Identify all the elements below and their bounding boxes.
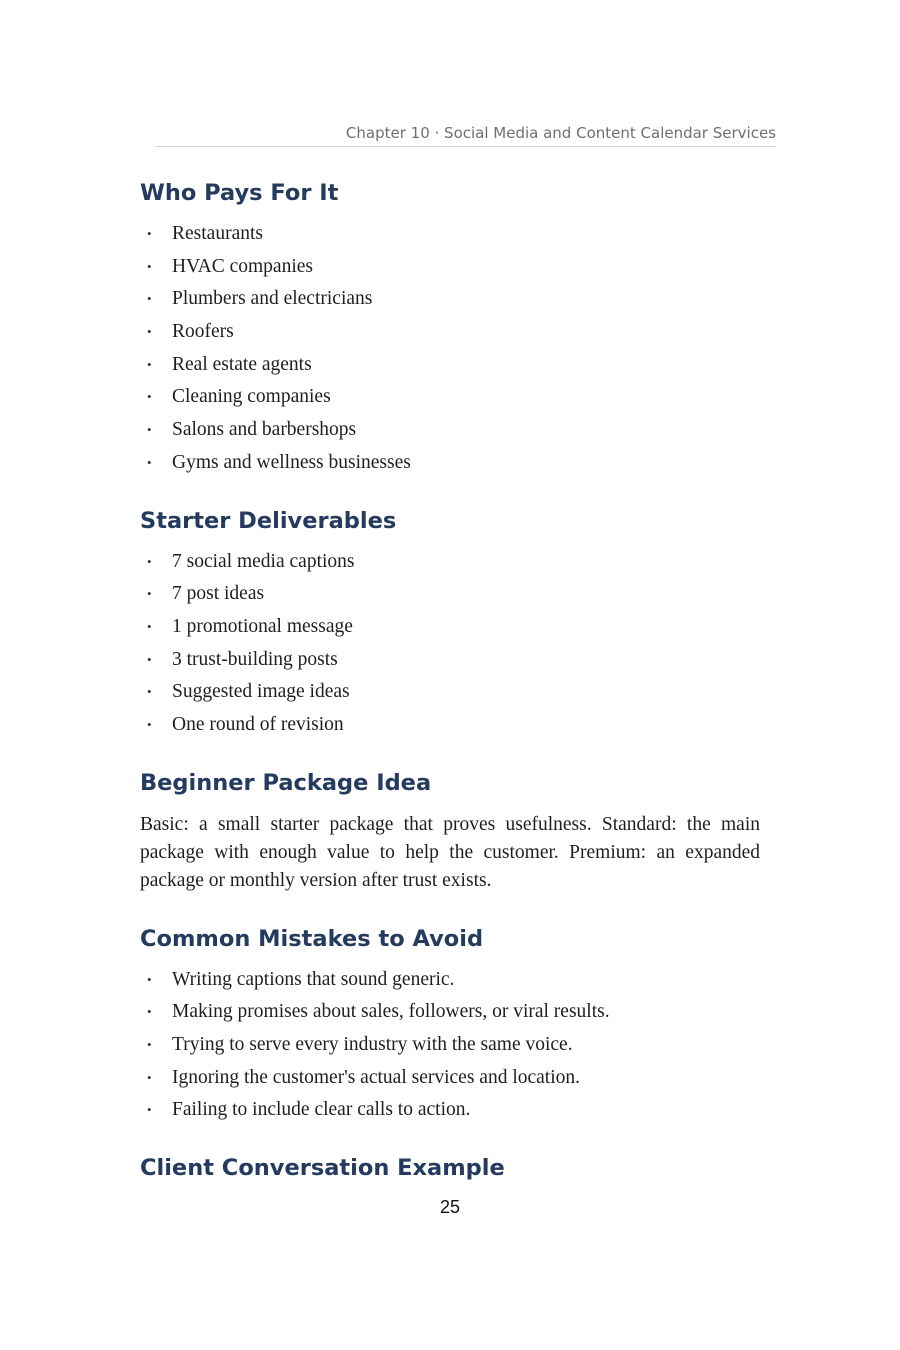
list-item bbox=[140, 414, 760, 447]
list-item bbox=[140, 349, 760, 382]
list-item-text: Salons and barbershops bbox=[172, 419, 357, 441]
list-item-text: 7 social media captions bbox=[172, 550, 355, 572]
bullet-icon: • bbox=[147, 324, 152, 340]
section-heading-common-mistakes: Common Mistakes to Avoid bbox=[140, 925, 484, 952]
bullet-icon: • bbox=[147, 1037, 152, 1052]
spacer bbox=[140, 1127, 760, 1151]
bullet-icon: • bbox=[147, 1004, 152, 1020]
list-item bbox=[140, 578, 760, 611]
bullet-icon: • bbox=[147, 971, 152, 987]
section-heading-who-pays: Who Pays For It bbox=[140, 180, 339, 206]
page-number: 25 bbox=[439, 1197, 461, 1217]
bullet-icon: • bbox=[147, 1069, 152, 1085]
bullet-icon: • bbox=[147, 618, 152, 634]
list-item-text: Writing captions that sound generic. bbox=[172, 968, 455, 990]
list-item bbox=[140, 251, 760, 284]
list-item-text: Cleaning companies bbox=[172, 386, 331, 408]
bullet-icon: • bbox=[147, 1102, 152, 1118]
list-item-text: Ignoring the customer's actual services and location. bbox=[172, 1066, 581, 1088]
list-item-text: Plumbers and electricians bbox=[172, 288, 373, 310]
list-item-text: Roofers bbox=[172, 321, 234, 343]
list-item bbox=[140, 644, 760, 677]
bullet-icon: • bbox=[147, 716, 152, 732]
section-heading-client-conversation: Client Conversation Example bbox=[140, 1155, 505, 1182]
list-item-text: Trying to serve every industry with the same voice. bbox=[172, 1034, 573, 1055]
bullet-icon: • bbox=[147, 356, 152, 372]
beginner-package-paragraph: Basic: a small starter package that proves usefulness. Standard: the main package with enough value to help the customer. Premium: an expanded package or monthly version after trust exists. bbox=[140, 813, 760, 891]
section-heading-starter-deliverables: Starter Deliverables bbox=[140, 507, 397, 534]
bullet-icon: • bbox=[147, 258, 152, 274]
spacer bbox=[140, 480, 760, 504]
list-item bbox=[140, 709, 760, 742]
list-item-text: Making promises about sales, followers, or viral results. bbox=[172, 1001, 610, 1023]
starter-deliverables-list bbox=[140, 546, 760, 742]
who-pays-list bbox=[140, 218, 760, 480]
list-item-text: 7 post ideas bbox=[172, 583, 265, 605]
list-item bbox=[140, 447, 760, 480]
list-item bbox=[140, 611, 760, 644]
list-item-text: Real estate agents bbox=[172, 353, 312, 375]
list-item bbox=[140, 381, 760, 414]
list-item bbox=[140, 996, 760, 1029]
bullet-icon: • bbox=[147, 389, 152, 405]
list-item bbox=[140, 1062, 760, 1095]
list-item bbox=[140, 218, 760, 251]
list-item bbox=[140, 1029, 760, 1062]
list-item-text: Gyms and wellness businesses bbox=[172, 451, 411, 473]
list-item bbox=[140, 546, 760, 579]
bullet-icon: • bbox=[147, 291, 152, 307]
bullet-icon: • bbox=[147, 454, 152, 470]
list-item bbox=[140, 676, 760, 709]
bullet-icon: • bbox=[147, 684, 152, 700]
bullet-icon: • bbox=[147, 422, 152, 438]
list-item bbox=[140, 316, 760, 349]
list-item-text: Restaurants bbox=[172, 223, 263, 244]
section-heading-beginner-package: Beginner Package Idea bbox=[140, 769, 432, 796]
common-mistakes-list bbox=[140, 964, 760, 1127]
list-item-text: HVAC companies bbox=[172, 255, 314, 277]
list-item-text: Suggested image ideas bbox=[172, 681, 350, 703]
bullet-icon: • bbox=[147, 651, 152, 667]
bullet-icon: • bbox=[147, 553, 152, 569]
spacer bbox=[140, 895, 760, 922]
list-item-text: Failing to include clear calls to action. bbox=[172, 1099, 471, 1121]
list-item-text: One round of revision bbox=[172, 713, 344, 735]
spacer bbox=[140, 742, 760, 766]
list-item-text: 1 promotional message bbox=[172, 615, 353, 637]
list-item bbox=[140, 283, 760, 316]
list-item bbox=[140, 964, 760, 997]
list-item-text: 3 trust-building posts bbox=[172, 648, 338, 670]
list-item bbox=[140, 1094, 760, 1127]
running-header: Chapter 10 · Social Media and Content Calendar Services bbox=[155, 122, 776, 147]
page-content bbox=[140, 176, 760, 1185]
bullet-icon: • bbox=[147, 586, 152, 602]
bullet-icon: • bbox=[147, 226, 152, 241]
